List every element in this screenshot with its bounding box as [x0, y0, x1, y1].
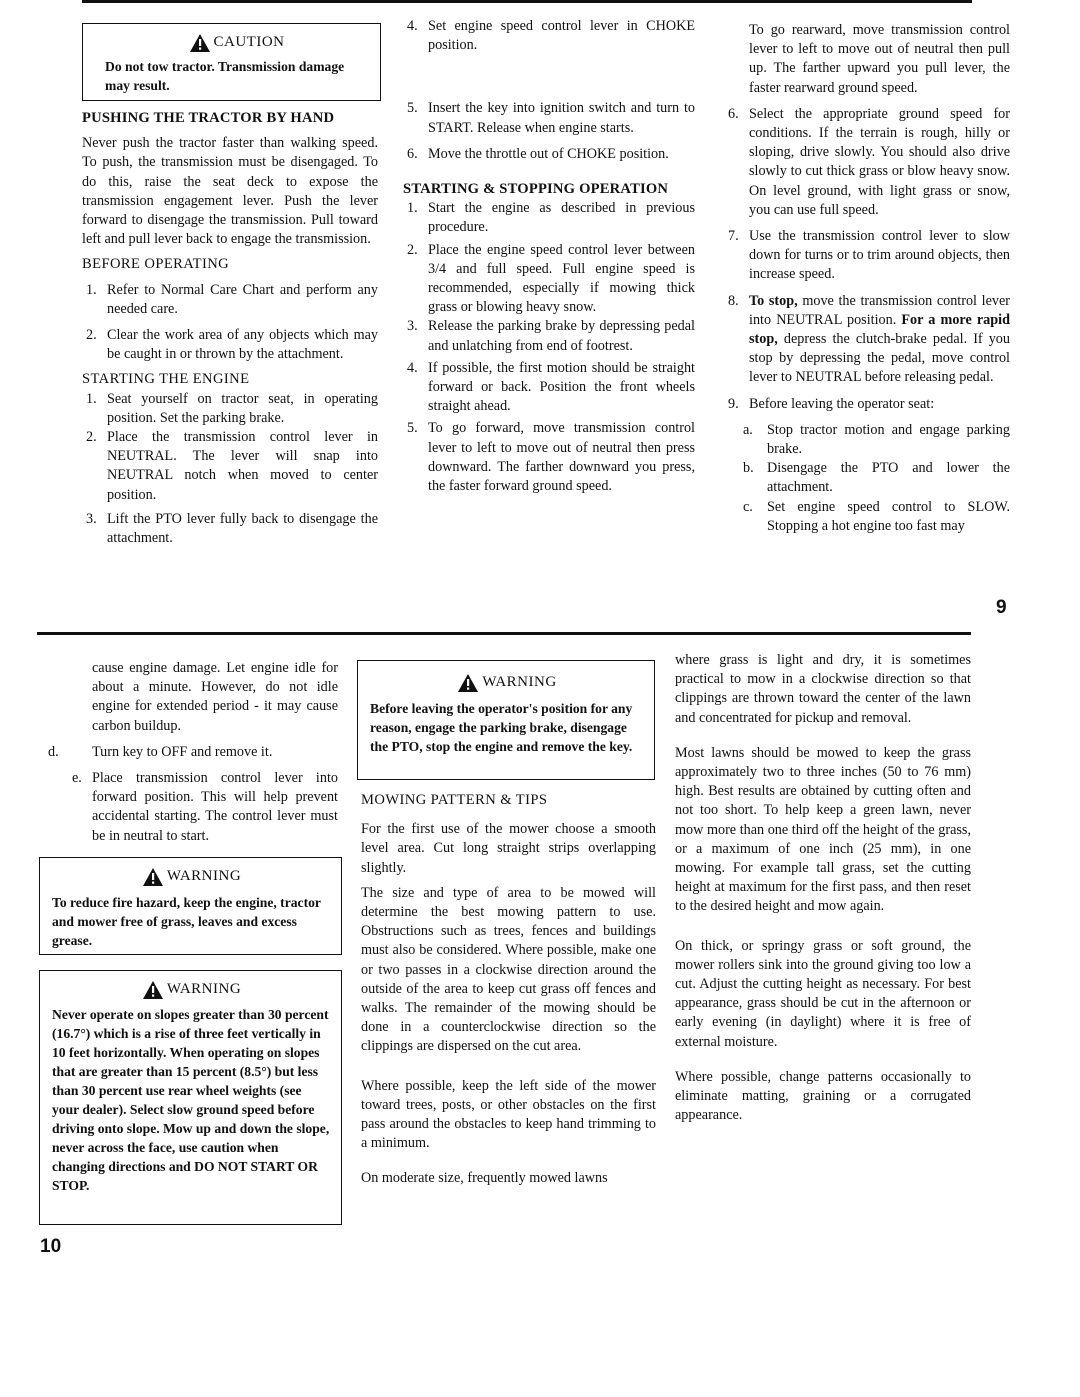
list-item: 4. Set engine speed control lever in CHOKE position.	[407, 18, 695, 54]
list-item: d. Turn key to OFF and remove it.	[48, 743, 273, 760]
warning-triangle-icon	[457, 673, 479, 693]
caution-label: CAUTION	[213, 34, 285, 51]
pushing-heading: PUSHING THE TRACTOR BY HAND	[82, 110, 335, 126]
list-item: 1. Seat yourself on tractor seat, in operating position. Set the parking brake.	[86, 390, 378, 426]
mowing-p3: Where possible, keep the left side of the mower toward trees, posts, or other obstacles on the first pass around the obstacles to keep hand trimming to a minimum.	[361, 1077, 656, 1152]
caution-text: Do not tow tractor. Transmission damage may result.	[105, 59, 345, 93]
list-item: 2. Clear the work area of any objects which may be caught in or thrown by the attachment.	[86, 327, 378, 363]
list-item: b. Disengage the PTO and lower the attachment.	[743, 460, 1010, 496]
start-stop-heading: STARTING & STOPPING OPERATION	[403, 181, 669, 198]
warning-leaving-text: Before leaving the operator's position for any reason, engage the parking brake, disengage the PTO, stop the engine and remove the key.	[370, 701, 633, 754]
list-item: 8. To stop, move the transmission control lever into NEUTRAL position. For a more rapid stop, depress the clutch-brake pedal. If you stop by depressing the pedal, move control lever to NEUTRAL before releasing pedal.	[728, 292, 1010, 386]
warning-label: WARNING	[166, 868, 242, 885]
mowing-p7: On thick, or springy grass or soft ground, the mower rollers sink into the ground giving too low a cut. Adjust the cutting height as necessary. For best appearance, grass should be cut in the afternoon or early evening (in daylight) where it is free of external moisture.	[675, 937, 971, 1050]
leaving-seat-sublist	[743, 421, 1010, 536]
list-item: 6. Select the appropriate ground speed for conditions. If the terrain is rough, hilly or sloping, drive slowly. You should also drive slowly to cut thick grass or blow heavy snow. On level ground, with light grass or snow, you can use full speed.	[728, 105, 1010, 218]
warning-leaving-title	[370, 673, 644, 693]
list-item: 7. Use the transmission control lever to slow down for turns or to trim around objects, then increase speed.	[728, 228, 1010, 283]
mowing-heading: MOWING PATTERN & TIPS	[361, 792, 548, 808]
mowing-p2: The size and type of area to be mowed will determine the best mowing pattern to use. Obstructions such as trees, fences and buildings must also be considered. Where possible, make one or two passes in a clockwise direction around the outside of the area to keep cut grass off fences and walks. The remainder of the mowing should be done in a counterclockwise direction so the clippings are dispersed on the cut area.	[361, 884, 656, 1055]
continued-text: cause engine damage. Let engine idle for about a minute. However, do not idle engine for extended period - it may cause carbon buildup.	[92, 660, 338, 734]
mowing-p8: Where possible, change patterns occasionally to eliminate matting, graining or a corrugated appearance.	[675, 1068, 971, 1124]
page9-col1	[82, 109, 378, 548]
warning-triangle-icon	[142, 867, 164, 887]
caution-title	[105, 33, 368, 53]
bottom-page-rule	[37, 632, 971, 635]
warning-label: WARNING	[482, 674, 557, 691]
start-stop-list-continued	[724, 21, 1010, 414]
list-item: 2. Place the transmission control lever in NEUTRAL. The lever will snap into NEUTRAL notch when moved to center position.	[86, 429, 378, 503]
warning-slopes-text: Never operate on slopes greater than 30 percent (16.7°) which is a rise of three feet vertically in 10 feet horizontally. When operating on slopes that are greater than 15 percent (8.5°) but less than 30 percent use rear wheel weights (see your dealer). Select slow ground speed before driving onto slope. Mow up and down the slope, never across the face, use caution when changing directions and DO NOT START OR STOP.	[52, 1007, 330, 1193]
before-operating-heading: BEFORE OPERATING	[82, 256, 230, 273]
list-item: 6. Move the throttle out of CHOKE position.	[407, 145, 669, 162]
warning-fire-title	[52, 867, 331, 887]
list-item: To go rearward, move transmission control lever to left to move out of neutral then pull up. The farther upward you pull lever, the faster rearward ground speed.	[749, 22, 1010, 96]
page9-col2	[403, 17, 695, 496]
warning-fire-text: To reduce fire hazard, keep the engine, tractor and mower free of grass, leaves and excess grease.	[52, 895, 321, 948]
top-page-rule	[82, 0, 972, 3]
warning-fire-box	[39, 857, 342, 955]
start-stop-list	[403, 199, 695, 496]
list-item: 5. To go forward, move transmission control lever to left to move out of neutral then press downward. The farther downward you press, the faster forward ground speed.	[407, 420, 695, 495]
page-number-10: 10	[40, 1236, 62, 1257]
warning-slopes-title	[52, 980, 331, 1000]
page10-col1	[48, 659, 338, 846]
list-item: a. Stop tractor motion and engage parking brake.	[743, 421, 1010, 458]
mowing-p4: On moderate size, frequently mowed lawns	[361, 1170, 608, 1187]
list-item: 5. Insert the key into ignition switch and turn to START. Release when engine starts.	[407, 100, 695, 136]
list-item: 4. If possible, the first motion should be straight forward or back. Position the front wheels straight ahead.	[407, 359, 695, 415]
starting-heading: STARTING THE ENGINE	[82, 371, 250, 388]
starting-list	[82, 390, 378, 549]
starting-list-continued	[403, 17, 695, 164]
list-item: 1. Refer to Normal Care Chart and perform any needed care.	[86, 281, 378, 317]
list-item: e. Place transmission control lever into forward position. This will help prevent accidental starting. The control lever must be in neutral to start.	[72, 770, 338, 844]
warning-label: WARNING	[166, 981, 242, 998]
list-item: c. Set engine speed control to SLOW. Stopping a hot engine too fast may	[743, 498, 1010, 534]
page-number-9: 9	[996, 597, 1007, 618]
warning-triangle-icon	[142, 980, 164, 1000]
warning-triangle-icon	[189, 33, 211, 53]
mowing-p6: Most lawns should be mowed to keep the grass approximately two to three inches (50 to 76 mm) high. Best results are obtained by cutting often and not too short. To help keep a green lawn, never mow more than one third off the height of the grass, or a maximum of one inch (25 mm), in one mowing. For example tall grass, set the cutting height at maximum for the first pass, and then reset to the desired height and mow again.	[675, 744, 971, 915]
leaving-seat-sublist-continued	[48, 743, 338, 846]
mowing-p1: For the first use of the mower choose a smooth level area. Cut long straight strips overlapping slightly.	[361, 821, 656, 876]
warning-leaving-box	[357, 660, 655, 780]
mowing-p5: where grass is light and dry, it is sometimes practical to mow in a clockwise direction so that clippings are thrown toward the center of the lawn and concentrated for pickup and removal.	[675, 652, 971, 726]
warning-slopes-box	[39, 970, 342, 1225]
before-operating-list	[82, 281, 378, 365]
caution-box	[82, 23, 381, 101]
list-item: 3. Lift the PTO lever fully back to disengage the attachment.	[86, 510, 378, 547]
list-item: 9. Before leaving the operator seat:	[728, 395, 935, 412]
list-item: 3. Release the parking brake by depressing pedal and unlatching from end of footrest.	[407, 318, 695, 354]
pushing-text: Never push the tractor faster than walking speed. To push, the transmission must be disengaged. To do this, raise the seat deck to expose the transmission engagement lever. Push the lever forward to disengage the transmission. Pull toward left and pull lever back to engage the transmission.	[82, 135, 378, 248]
page10-col3	[675, 651, 971, 1125]
list-item: 1. Start the engine as described in previous procedure.	[407, 200, 695, 236]
page10-col2	[361, 791, 656, 1189]
page9-col3	[724, 21, 1010, 536]
list-item: 2. Place the engine speed control lever between 3/4 and full speed. Full engine speed is recommended, especially if mowing thick grass or blowing heavy snow.	[407, 241, 695, 316]
